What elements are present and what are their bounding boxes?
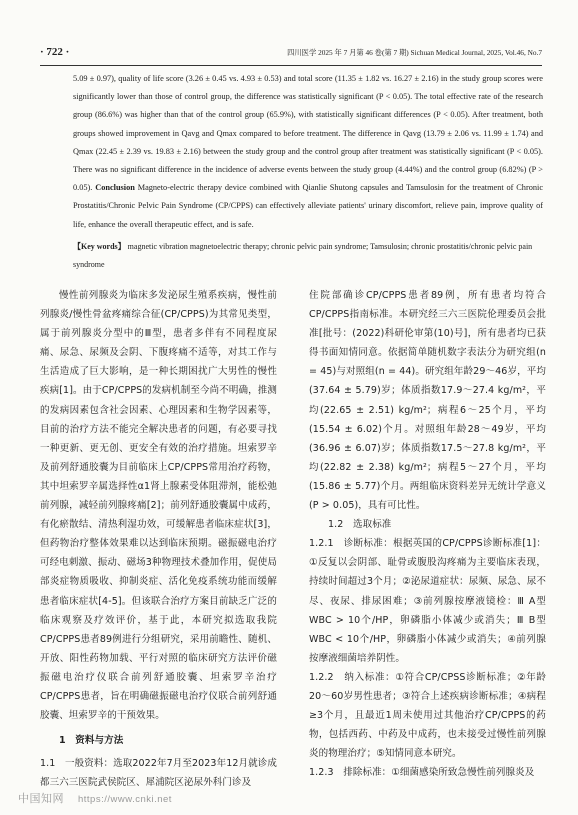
- abstract-continuation: [73, 70, 543, 234]
- right-column: [309, 286, 546, 782]
- inclusion-criteria-paragraph: 1.2.2 纳入标准：①符合CP/CPSS诊断标准；②年龄20～60岁男性患者；③符合上述疾病诊断标准；④病程≥3个月，且最近1周未使用过其他治疗CP/CPPS的药物，包括西药、中药及中成药，也未接受过慢性前列腺炎的物理治疗；⑤知情同意本研究。: [309, 671, 546, 760]
- keywords-text: magnetic vibration magnetoelectric therapy; chronic pelvic pain syndrome; Tamsulosin; chronic prostatitis/chronic pelvic pain syndrome: [73, 242, 533, 270]
- abstract-conclusion-text: Magneto-electric therapy device combined with Qianlie Shutong capsules and Tamsulosin for the treatment of Chronic Prostatitis/Chronic Pelvic Pain Syndrome (CP/CPPS) can effectively alleviate patients' urinary discomfort, relieve pain, improve quality of life, enhance the overall therapeutic effect, and is safe.: [73, 183, 543, 229]
- keywords-label: 【Key words】: [73, 242, 126, 251]
- left-column: [40, 286, 277, 792]
- general-data-paragraph: 1.1 一般资料：选取2022年7月至2023年12月就诊成都三六三医院武侯院区、犀浦院区泌尿外科门诊及: [40, 758, 277, 789]
- page-header: [40, 44, 542, 66]
- journal-info: 四川医学 2025 年 7 月第 46 卷(第 7 期) Sichuan Medical Journal, 2025, Vol.46, No.7: [287, 48, 542, 57]
- general-data-continuation: 住院部确诊CP/CPPS患者89例，所有患者均符合CP/CPPS指南标准。本研究经三六三医院伦理委员会批准[批号：(2022)科研伦审第(10)号]，所有患者均已获得书面知情同意。依据简单随机数字表法分为研究组(n = 45)与对照组(n = 44)。研究组年龄29～46岁，平均(37.64 ± 5.79)岁；体质指数17.9～27.4 kg/m²，平均(22.65 ± 2.51) kg/m²；病程6～25个月，平均(15.54 ± 6.02)个月。对照组年龄28～49岁，平均(36.96 ± 6.07)岁；体质指数17.5～27.8 kg/m²，平均(22.82 ± 2.38) kg/m²；病程5～27个月，平均(15.86 ± 5.77)个月。两组临床资料差异无统计学意义(P > 0.05)，具有可比性。: [309, 290, 546, 512]
- exclusion-criteria-paragraph: 1.2.3 排除标准：①细菌感染所致急慢性前列腺炎及: [309, 767, 535, 779]
- subsection-heading-criteria: 1.2 选取标准: [328, 519, 392, 531]
- abstract-results-text: 5.09 ± 0.97), quality of life score (3.26 ± 0.45 vs. 4.93 ± 0.53) and total score (11.35 ± 1.82 vs. 16.27 ± 2.16) in the study group scores were significantly lower than those of control group, the difference was statistically significant (P < 0.05). The total effective rate of the research group (86.6%) was higher than that of the control group (65.9%), with statistically significant differences (P < 0.05). After treatment, both groups showed improvement in Qavg and Qmax compared to before treatment. The difference in Qavg (13.79 ± 2.06 vs. 11.99 ± 1.74) and Qmax (22.45 ± 2.39 vs. 19.83 ± 2.16) between the study group and the control group after treatment was statistically significant (P < 0.05). There was no significant difference in the incidence of adverse events between the study group (4.44%) and the control group (6.82%) (P > 0.05).: [73, 74, 543, 193]
- intro-paragraph: 慢性前列腺炎为临床多发泌尿生殖系疾病，慢性前列腺炎/慢性骨盆疼痛综合征(CP/CPPS)为其常见类型，属于前列腺炎分型中的Ⅲ型，患者多伴有不同程度尿痛、尿急、尿频及会阴、下腹疼痛不适等，对其工作与生活造成了巨大影响，是一种长期困扰广大男性的慢性疾病[1]。由于CP/CPPS的发病机制至今尚不明确，推测的发病因素包含社会因素、心理因素和生物学因素等，目前的治疗方法不能完全解决患者的问题，有必要寻找一种更新、更无创、更安全有效的治疗措施。坦索罗辛及前列舒通胶囊为目前临床上CP/CPPS常用治疗药物，其中坦索罗辛属选择性α1肾上腺素受体阻滞剂，能松弛前列腺，减轻前列腺疼痛[2]；前列舒通胶囊属中成药，有化瘀散结、清热利湿功效，可缓解患者临床症状[3]，但药物治疗整体效果难以达到临床预期。磁振磁电治疗可经电刺激、振动、磁场3种物理技术叠加作用，促使局部炎症物质吸收、抑制炎症、活化免疫系统功能而缓解患者临床症状[4-5]。但该联合治疗方案目前缺乏广泛的临床观察及疗效评价，基于此，本研究拟选取我院CP/CPPS患者89例进行分组研究，采用前瞻性、随机、开放、阳性药物加载、平行对照的临床研究方法评价磁振磁电治疗仪联合前列舒通胶囊、坦索罗辛治疗CP/CPPS患者，旨在明确磁振磁电治疗仪联合前列舒通胶囊、坦索罗辛的干预效果。: [40, 290, 277, 722]
- watermark-url: https://www.cnki.net: [78, 794, 172, 805]
- diagnostic-criteria-paragraph: 1.2.1 诊断标准：根据英国的CP/CPPS诊断标准[1]：①反复以会阴部、耻骨或腹股沟疼痛为主要临床表现，持续时间超过3个月；②泌尿道症状：尿频、尿急、尿不尽、夜尿、排尿困难；③前列腺按摩液镜检：Ⅲ A型WBC > 10个/HP，卵磷脂小体减少或消失；Ⅲ B型WBC < 10个/HP，卵磷脂小体减少或消失；④前列腺按摩液细菌培养阴性。: [309, 538, 546, 664]
- keywords-block: [73, 238, 543, 274]
- section-heading-methods: 1 资料与方法: [59, 735, 124, 747]
- conclusion-label: Conclusion: [95, 183, 135, 193]
- watermark-name: 中国知网: [18, 792, 64, 805]
- page-number: · 722 ·: [40, 46, 70, 58]
- cnki-watermark: [18, 790, 172, 806]
